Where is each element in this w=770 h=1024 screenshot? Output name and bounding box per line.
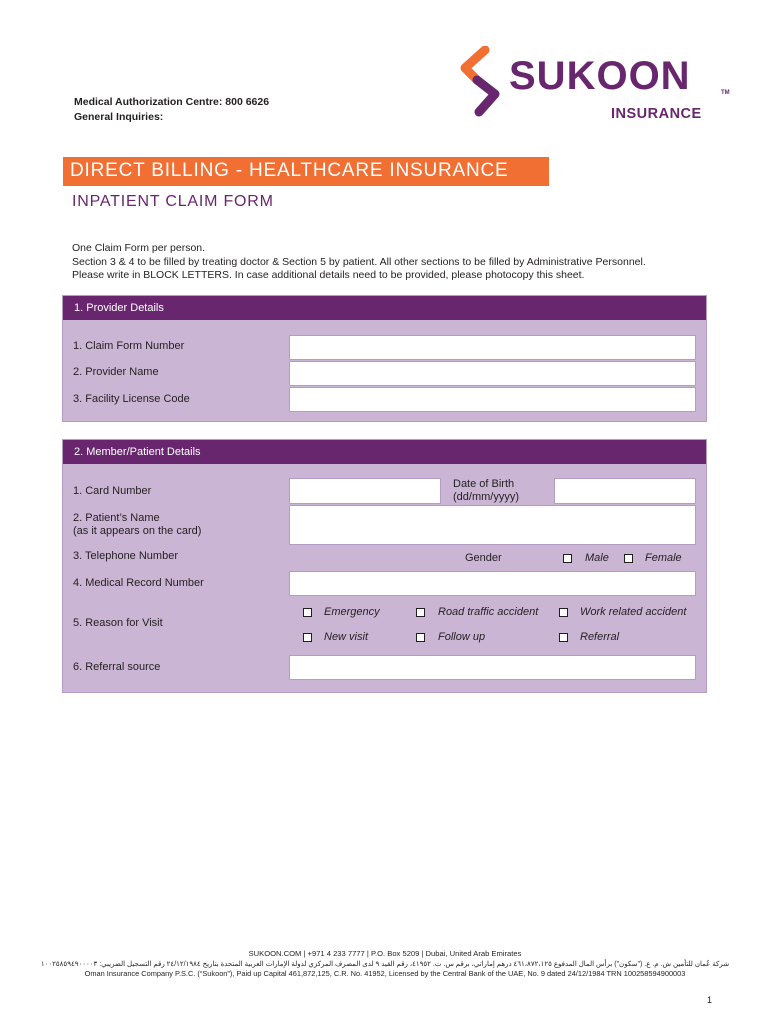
referral-source-label: 6. Referral source	[73, 661, 161, 673]
provider-name-field[interactable]	[289, 361, 696, 386]
patient-name-field[interactable]	[289, 505, 696, 545]
gender-female-label: Female	[645, 552, 682, 564]
footer-legal: Oman Insurance Company P.S.C. (“Sukoon”), Paid up Capital 461,872,125, C.R. No. 41952, Licensed by the Central Bank of the UAE, No. 9 dated 24/12/1984 TRN 100258594900003	[84, 969, 686, 978]
section-heading: 1. Provider Details	[63, 296, 706, 320]
facility-license-code-label: 3. Facility License Code	[73, 393, 190, 405]
section-heading: 2. Member/Patient Details	[63, 440, 706, 464]
reason-road-traffic-label: Road traffic accident	[438, 606, 539, 618]
reason-for-visit-label: 5. Reason for Visit	[73, 617, 163, 629]
instruction-line: Please write in BLOCK LETTERS. In case additional details need to be provided, please photocopy this sheet.	[72, 269, 585, 282]
reason-referral-checkbox[interactable]	[559, 633, 568, 642]
date-of-birth-label-line2: (dd/mm/yyyy)	[453, 491, 519, 503]
gender-male-checkbox[interactable]	[563, 554, 572, 563]
medical-record-number-field[interactable]	[289, 571, 696, 596]
patient-name-label-line1: 2. Patient’s Name	[73, 512, 160, 524]
reason-new-visit-label: New visit	[324, 631, 369, 643]
instructions	[72, 242, 646, 283]
reason-road-traffic-checkbox[interactable]	[416, 608, 425, 617]
card-number-field[interactable]	[289, 478, 441, 504]
form-title: DIRECT BILLING - HEALTHCARE INSURANCE	[70, 160, 509, 181]
logo-trademark: TM	[721, 90, 730, 96]
sukoon-logo-mark-icon	[455, 46, 507, 118]
reason-follow-up-checkbox[interactable]	[416, 633, 425, 642]
gender-female-checkbox[interactable]	[624, 554, 633, 563]
telephone-number-label: 3. Telephone Number	[73, 550, 178, 562]
card-number-label: 1. Card Number	[73, 485, 152, 497]
form-title-banner	[63, 157, 549, 186]
instruction-line: One Claim Form per person.	[72, 242, 206, 254]
logo-subtext: INSURANCE	[611, 106, 702, 122]
form-subtitle: INPATIENT CLAIM FORM	[72, 193, 274, 210]
reason-emergency-checkbox[interactable]	[303, 608, 312, 617]
patient-name-label	[73, 512, 201, 538]
referral-source-field[interactable]	[289, 655, 696, 680]
medical-authorization-line: Medical Authorization Centre: 800 6626	[74, 96, 270, 108]
general-inquiries-line: General Inquiries:	[74, 111, 164, 123]
reason-referral-label: Referral	[580, 631, 620, 643]
gender-male-label: Male	[585, 552, 609, 564]
logo-wordmark: SUKOON	[509, 54, 691, 98]
reason-work-related-label: Work related accident	[580, 606, 687, 618]
footer-arabic-legal: شركة عُمان للتأمين ش. م. ع. ("سكون") برأس المال المدفوع ٤٦١،٨٧٢،١٢٥ درهم إماراتي، برقم س. ت. ٤١٩٥٢، رقم القيد ٩ لدى المصرف المركزي لدولة الإمارات العربية المتحدة بتاريخ ٢٤/١٢/١٩٨٤ رقم التسجيل الضريبي: ١٠٠٢٥٨٥٩٤٩٠٠٠٠٣	[40, 961, 730, 968]
date-of-birth-label	[453, 478, 519, 504]
reason-emergency-label: Emergency	[324, 606, 380, 618]
reason-follow-up-label: Follow up	[438, 631, 486, 643]
date-of-birth-field[interactable]	[554, 478, 696, 504]
date-of-birth-label-line1: Date of Birth	[453, 478, 515, 490]
patient-name-label-line2: (as it appears on the card)	[73, 525, 202, 537]
gender-label: Gender	[465, 552, 502, 564]
reason-new-visit-checkbox[interactable]	[303, 633, 312, 642]
claim-form-number-field[interactable]	[289, 335, 696, 360]
provider-name-label: 2. Provider Name	[73, 366, 159, 378]
provider-details-section	[62, 295, 707, 422]
sukoon-logo	[455, 46, 745, 126]
instruction-line: Section 3 & 4 to be filled by treating doctor & Section 5 by patient. All other sections to be filled by Administrative Personnel.	[72, 255, 646, 268]
member-patient-details-section	[62, 439, 707, 693]
claim-form-number-label: 1. Claim Form Number	[73, 340, 185, 352]
facility-license-code-field[interactable]	[289, 387, 696, 412]
contact-info	[74, 95, 269, 125]
footer-contact: SUKOON.COM | +971 4 233 7777 | P.O. Box 5209 | Dubai, United Arab Emirates	[248, 949, 522, 958]
page-number: 1	[707, 995, 713, 1005]
reason-work-related-checkbox[interactable]	[559, 608, 568, 617]
medical-record-number-label: 4. Medical Record Number	[73, 577, 204, 589]
